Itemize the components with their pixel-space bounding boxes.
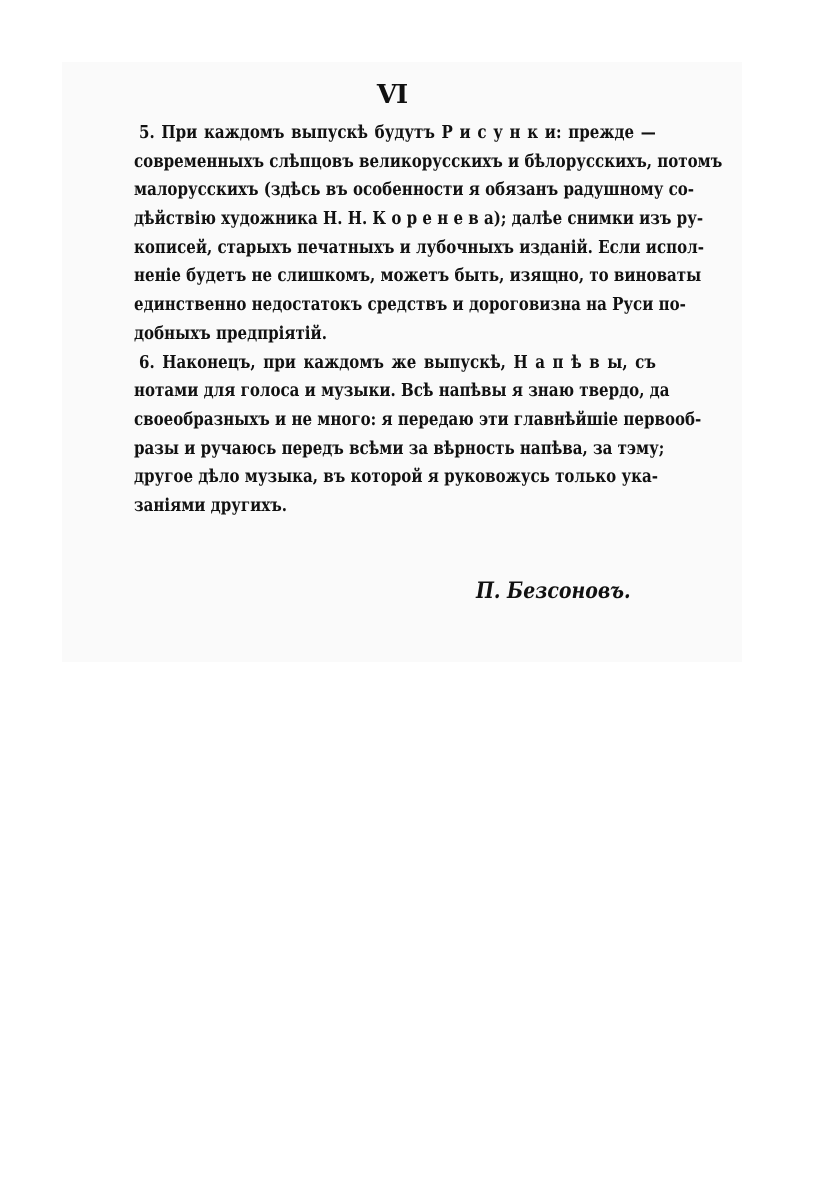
- text-line: нотами для голоса и музыки. Всѣ напѣвы я знаю твердо, да: [134, 381, 670, 402]
- text-line: неніе будетъ не слишкомъ, можетъ быть, изящно, то виноваты: [134, 266, 702, 287]
- text-line: кописей, старыхъ печатныхъ и лубочныхъ изданій. Если испол-: [134, 237, 705, 258]
- text-line: своеобразныхъ и не много: я передаю эти главнѣйшіе первооб-: [134, 409, 702, 430]
- text-line: современныхъ слѣпцовъ великорусскихъ и бѣлорусскихъ, потомъ: [134, 151, 723, 172]
- text-line: разы и ручаюсь передъ всѣми за вѣрность напѣва, за тэму;: [134, 438, 665, 459]
- body-text: [134, 119, 723, 521]
- text-line: единственно недостатокъ средствъ и дороговизна на Руси по-: [134, 295, 686, 316]
- page-number: VI: [376, 80, 408, 110]
- text-line: 6. Наконецъ, при каждомъ же выпускѣ, Н а п ѣ в ы, съ: [139, 352, 656, 373]
- text-line: малорусскихъ (здѣсь въ особенности я обязанъ радушному со-: [134, 180, 695, 201]
- text-line: добныхъ предпріятій.: [134, 323, 327, 344]
- text-line: дѣйствію художника Н. Н. К о р е н е в а); далѣе снимки изъ ру-: [134, 209, 704, 230]
- author-signature: П. Безсоновъ.: [476, 578, 631, 604]
- text-line: другое дѣло музыка, въ которой я руковожусь только ука-: [134, 467, 658, 488]
- paragraph-5: [134, 119, 723, 349]
- text-line: заніями другихъ.: [134, 495, 288, 516]
- text-line: 5. При каждомъ выпускѣ будутъ Р и с у н к и: прежде —: [139, 123, 656, 143]
- paragraph-6: [134, 349, 702, 521]
